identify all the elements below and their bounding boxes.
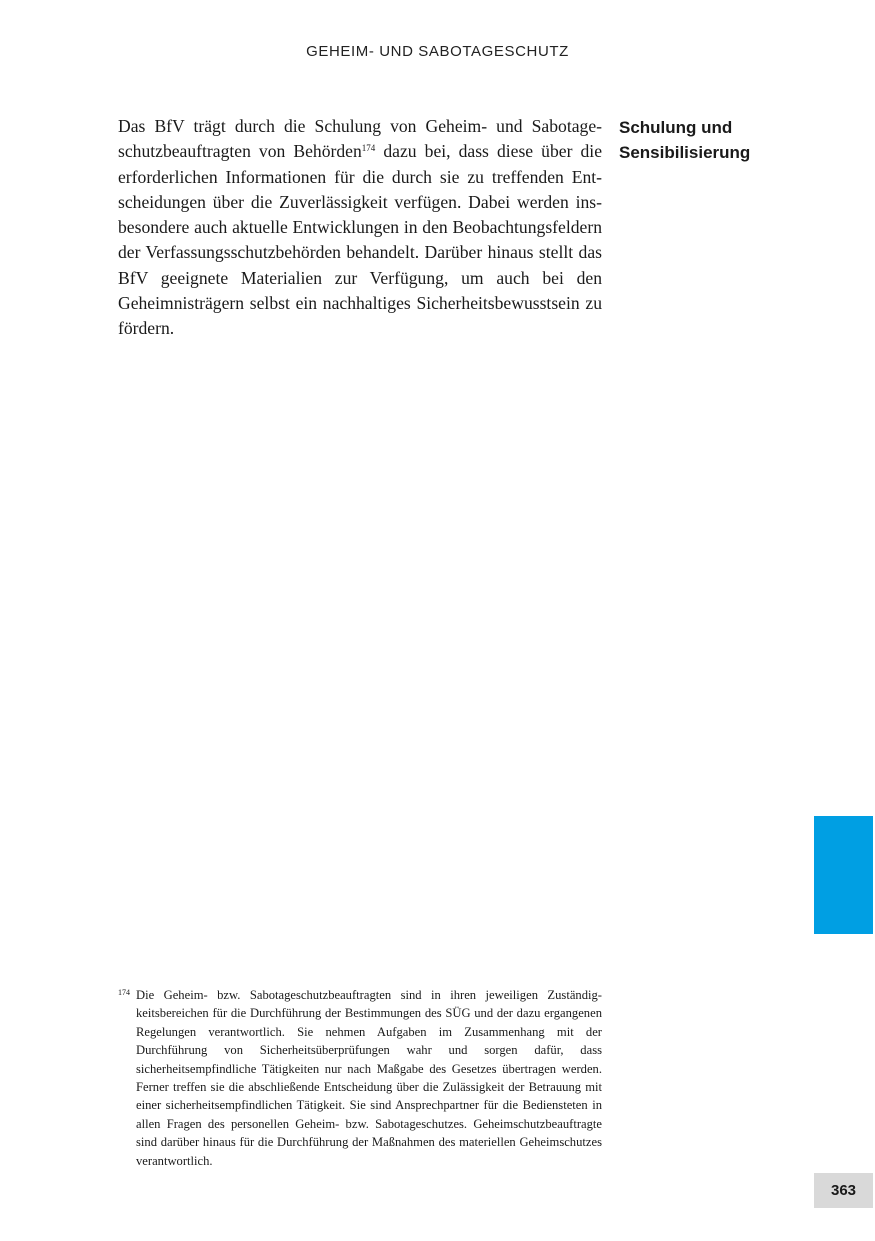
footnote-number: 174 [118,988,130,997]
footnote-text: Die Geheim- bzw. Sabotageschutzbeauftragten sind in ihren jeweiligen Zuständigkeitsbereichen für die Durchführung der Bestimmungen des SÜG und der dazu ergangenen Regelungen verantwortlich. Sie nehmen Aufgaben im Zusammenhang mit der Durchführung von Sicherheitsüberprüfungen wahr und sorgen dafür, dass sicherheitsempfindliche Tätigkeiten nur nach Maßgabe des Gesetzes übertragen werden. Ferner treffen sie die abschließende Entscheidung über die Zulässigkeit der Betrauung mit einer sicherheitsempfindlichen Tätigkeit. Sie sind Ansprechpartner für die Bediensteten in allen Fragen des personellen Geheim- bzw. Sabotageschutzes. Geheimschutzbeauftragte sind darüber hinaus für die Durchführung der Maßnahmen des materiellen Geheimschutzes verantwortlich. [136,988,602,1168]
margin-heading [619,115,819,165]
running-header: GEHEIM- UND SABOTAGESCHUTZ [306,43,569,60]
margin-heading-line-1: Schulung und [619,118,733,137]
page-number: 363 [814,1173,873,1208]
body-text-part-2: dazu bei, dass diese über die erforderlichen Informationen für die durch sie zu treffenden Entscheidungen über die Zuverlässigkeit verfügen. Dabei werden insbesondere auch aktuelle Entwicklungen in den Beobachtungsfeldern der Verfassungsschutzbehörden behandelt. Darüber hinaus stellt das BfV geeignete Materialien zur Verfügung, um auch bei den Geheimnisträgern selbst ein nachhaltiges Sicherheitsbewusstsein zu fördern. [118,141,603,339]
chapter-tab-marker [814,816,873,934]
margin-heading-line-2: Sensibilisierung [619,143,751,162]
footnote [118,986,602,1170]
body-text-part-1: Das BfV trägt durch die Schulung von Geheim- und Sabotageschutzbeauftragten von Behörden [118,116,602,162]
footnote-reference[interactable]: 174 [361,143,376,154]
body-paragraph [118,114,602,342]
